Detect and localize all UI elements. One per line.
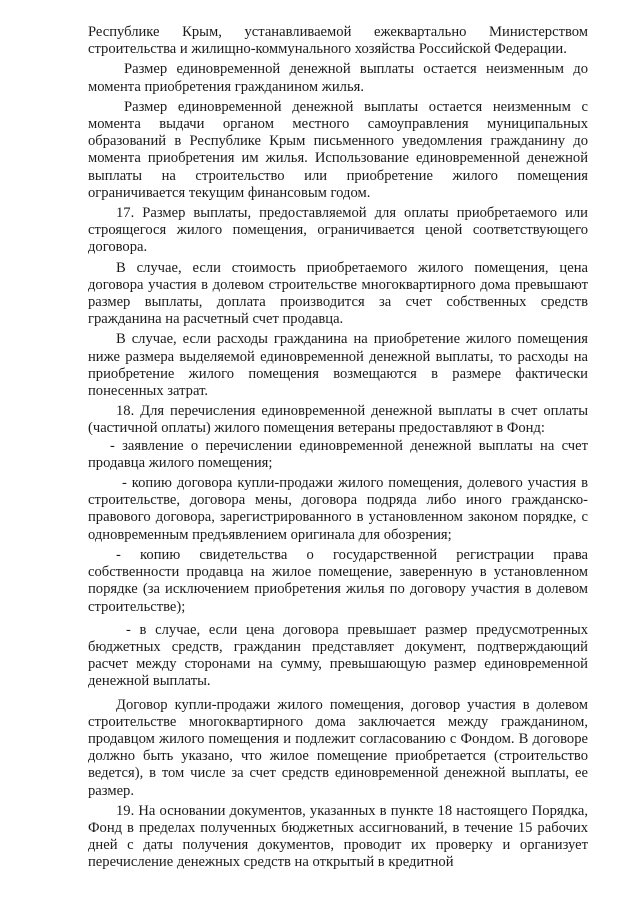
- document-paragraph: Размер единовременной денежной выплаты остается неизменным с момента выдачи органом местного самоуправления муниципальных образований в Республике Крым письменного уведомления гражданину до момента приобретения им жилья. Использование единовременной денежной выплаты на строительство или приобретение жилого помещения ограничивается текущим финансовым годом.: [88, 98, 588, 201]
- document-paragraph: - копию договора купли-продажи жилого помещения, долевого участия в строительстве, договора мены, договора подряда либо иного гражданско-правового договора, зарегистрированного в установленном законом порядке, с одновременным предъявлением оригинала для обозрения;: [88, 475, 588, 543]
- document-paragraph: Размер единовременной денежной выплаты остается неизменным до момента приобретения гражданином жилья.: [88, 61, 588, 95]
- document-body: [88, 24, 588, 872]
- document-paragraph: - копию свидетельства о государственной регистрации права собственности продавца на жилое помещение, заверенную в установленном порядке (за исключением приобретения жилья по договору участия в долевом строительстве);: [88, 546, 588, 615]
- document-paragraph: 17. Размер выплаты, предоставляемой для оплаты приобретаемого или строящегося жилого помещения, ограничивается ценой соответствующего договора.: [88, 205, 588, 256]
- document-paragraph: Договор купли-продажи жилого помещения, договор участия в долевом строительстве многоквартирного дома заключается между гражданином, продавцом жилого помещения и подлежит согласованию с Фондом. В договоре должно быть указано, что жилое помещение приобретается (строительство ведется), в том числе за счет средств единовременной денежной выплаты, ее размер.: [88, 696, 588, 799]
- document-paragraph: - в случае, если цена договора превышает размер предусмотренных бюджетных средств, гражданин представляет документ, подтверждающий расчет между сторонами на сумму, превышающую размер единовременной денежной выплаты.: [88, 621, 588, 690]
- document-paragraph: - заявление о перечислении единовременной денежной выплаты на счет продавца жилого помещения;: [88, 437, 588, 471]
- document-paragraph: Республике Крым, устанавливаемой ежеквартально Министерством строительства и жилищно-коммунального хозяйства Российской Федерации.: [88, 24, 588, 58]
- document-paragraph: 19. На основании документов, указанных в пункте 18 настоящего Порядка, Фонд в пределах полученных бюджетных ассигнований, в течение 15 рабочих дней с даты получения документов, проводит их проверку и организует перечисление денежных средств на открытый в кредитной: [88, 802, 588, 871]
- document-paragraph: В случае, если стоимость приобретаемого жилого помещения, цена договора участия в долевом строительстве многоквартирного дома превышают размер выплаты, доплата производится за счет собственных средств гражданина на расчетный счет продавца.: [88, 259, 588, 328]
- document-paragraph: 18. Для перечисления единовременной денежной выплаты в счет оплаты (частичной оплаты) жилого помещения ветераны предоставляют в Фонд:: [88, 403, 588, 437]
- document-paragraph: В случае, если расходы гражданина на приобретение жилого помещения ниже размера выделяемой единовременной денежной выплаты, то расходы на приобретение жилого помещения возмещаются в размере фактически понесенных затрат.: [88, 331, 588, 400]
